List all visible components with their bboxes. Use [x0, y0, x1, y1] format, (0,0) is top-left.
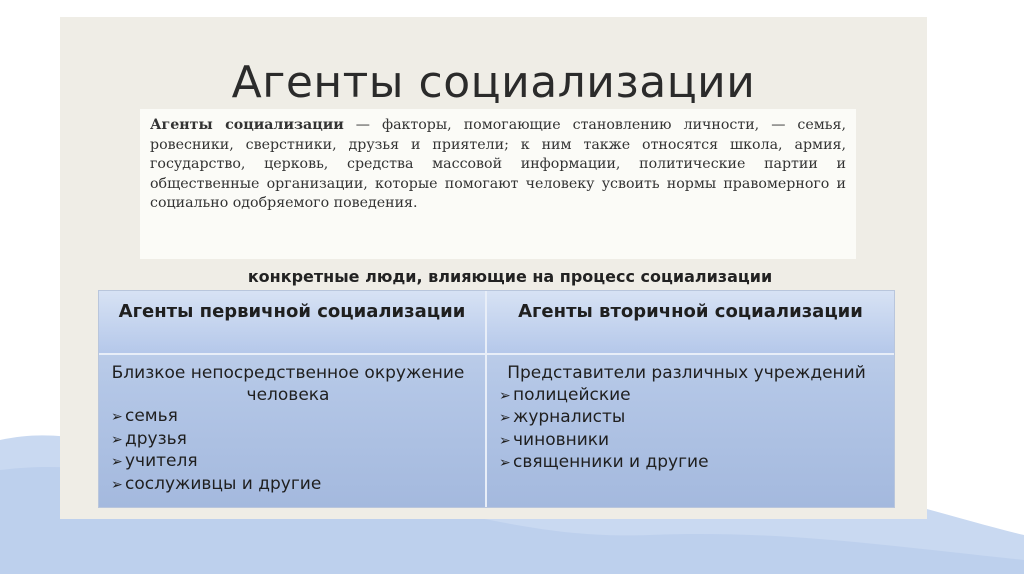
- list-item: ➢ семья: [111, 406, 485, 429]
- list-item: ➢ сослуживцы и другие: [111, 474, 485, 497]
- definition-text: — факторы, помогающие становлению личности, — семья, ровесники, сверстники, друзья и приятели; к ним также относятся школа, армия, государство, церковь, средства массовой информации, политические партии и общественные организации, которые помогают человеку усвоить нормы правомерного и социально одобряемого поведения.: [150, 117, 846, 211]
- slide-title: Агенты социализации: [231, 57, 756, 108]
- list-item: ➢ друзья: [111, 429, 485, 452]
- arrow-bullet-icon: ➢: [111, 476, 123, 493]
- primary-list: [111, 406, 485, 496]
- list-item: ➢ чиновники: [499, 430, 894, 453]
- definition-lead: Агенты социализации: [150, 117, 344, 133]
- definition-box: [140, 109, 856, 259]
- arrow-bullet-icon: ➢: [499, 455, 511, 471]
- primary-intro: Близкое непосредственное окружение человека: [111, 363, 465, 405]
- table-caption: конкретные люди, влияющие на процесс социализации: [247, 267, 773, 286]
- agents-table: [98, 290, 895, 508]
- secondary-header: Агенты вторичной социализации: [487, 291, 894, 355]
- arrow-bullet-icon: ➢: [111, 409, 123, 425]
- secondary-body: [487, 355, 894, 507]
- secondary-list: [499, 385, 894, 475]
- list-item: ➢ полицейские: [499, 385, 894, 408]
- arrow-bullet-icon: ➢: [499, 432, 511, 449]
- arrow-bullet-icon: ➢: [111, 431, 123, 448]
- slide: [60, 17, 927, 519]
- list-item: ➢ журналисты: [499, 407, 894, 430]
- list-item: ➢ священники и другие: [499, 452, 894, 475]
- list-item: ➢ учителя: [111, 451, 485, 474]
- arrow-bullet-icon: ➢: [499, 410, 511, 426]
- primary-header: Агенты первичной социализации: [99, 291, 487, 355]
- primary-body: [99, 355, 487, 507]
- arrow-bullet-icon: ➢: [111, 454, 123, 470]
- arrow-bullet-icon: ➢: [499, 387, 511, 404]
- secondary-intro: Представители различных учреждений: [507, 363, 866, 383]
